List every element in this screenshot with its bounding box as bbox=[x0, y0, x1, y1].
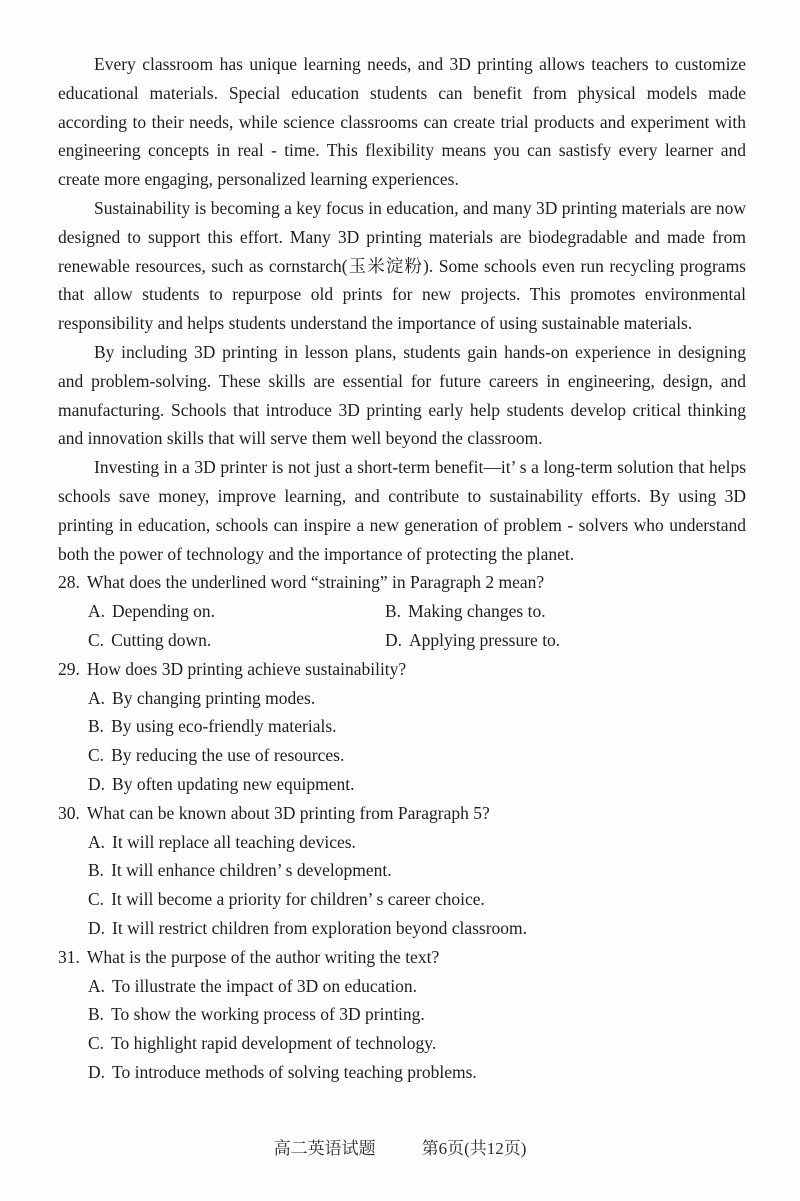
question-text: What is the purpose of the author writing the text? bbox=[86, 946, 440, 967]
option-29-a bbox=[88, 684, 746, 713]
option-label: D. bbox=[88, 1061, 106, 1082]
option-label: B. bbox=[385, 601, 402, 622]
option-28-a bbox=[88, 597, 385, 626]
option-label: A. bbox=[88, 975, 106, 996]
question-29-stem bbox=[58, 655, 746, 684]
question-28 bbox=[58, 568, 746, 654]
option-label: B. bbox=[88, 716, 105, 737]
question-31-stem bbox=[58, 943, 746, 972]
question-30 bbox=[58, 799, 746, 943]
option-label: D. bbox=[88, 773, 106, 794]
question-31-options bbox=[58, 972, 746, 1087]
option-31-b bbox=[88, 1000, 746, 1029]
option-text: Applying pressure to. bbox=[409, 629, 561, 650]
option-30-d bbox=[88, 914, 746, 943]
question-number: 28. bbox=[58, 572, 80, 593]
option-label: C. bbox=[88, 889, 105, 910]
option-28-b bbox=[385, 597, 746, 626]
option-30-c bbox=[88, 885, 746, 914]
option-28-d bbox=[385, 626, 746, 655]
passage-paragraph-3: By including 3D printing in lesson plans, students gain hands-on experience in designing and problem-solving. These skills are essential for future careers in engineering, design, and manufacturing. Schools that introduce 3D printing early help students develop critical thinking and innovation skills that will serve them well beyond the classroom. bbox=[58, 341, 746, 449]
option-label: D. bbox=[88, 917, 106, 938]
option-label: C. bbox=[88, 629, 105, 650]
option-29-c bbox=[88, 741, 746, 770]
option-29-b bbox=[88, 712, 746, 741]
option-text: Depending on. bbox=[112, 601, 216, 622]
option-text: By using eco-friendly materials. bbox=[111, 716, 337, 737]
question-text: How does 3D printing achieve sustainability? bbox=[86, 658, 407, 679]
option-label: A. bbox=[88, 601, 106, 622]
option-text: It will enhance children’ s development. bbox=[111, 860, 392, 881]
passage-and-questions bbox=[58, 50, 746, 1087]
question-29 bbox=[58, 655, 746, 799]
option-31-a bbox=[88, 972, 746, 1001]
footer-page-number: 第6页(共12页) bbox=[421, 1139, 527, 1158]
footer-exam-title: 高二英语试题 bbox=[273, 1139, 376, 1158]
question-text: What does the underlined word “straining” in Paragraph 2 mean? bbox=[86, 572, 545, 593]
question-number: 30. bbox=[58, 802, 80, 823]
question-28-options bbox=[58, 597, 746, 655]
passage-paragraph-2: Sustainability is becoming a key focus in education, and many 3D printing materials are now designed to support this effort. Many 3D printing materials are biodegradable and made from renewable resources, such as cornstarch(玉米淀粉). Some schools even run recycling programs that allow students to repurpose old prints for new projects. This promotes environmental responsibility and helps students understand the importance of using sustainable materials. bbox=[58, 197, 746, 334]
option-text: It will restrict children from exploration beyond classroom. bbox=[112, 917, 528, 938]
option-label: C. bbox=[88, 1033, 105, 1054]
option-29-d bbox=[88, 770, 746, 799]
question-30-options bbox=[58, 828, 746, 943]
option-label: C. bbox=[88, 745, 105, 766]
option-label: B. bbox=[88, 860, 105, 881]
option-30-a bbox=[88, 828, 746, 857]
option-text: Making changes to. bbox=[408, 601, 546, 622]
option-text: It will replace all teaching devices. bbox=[112, 831, 356, 852]
option-text: By reducing the use of resources. bbox=[111, 745, 345, 766]
option-text: To introduce methods of solving teaching problems. bbox=[112, 1061, 477, 1082]
question-29-options bbox=[58, 684, 746, 799]
option-text: It will become a priority for children’ s career choice. bbox=[111, 889, 485, 910]
option-text: To show the working process of 3D printing. bbox=[111, 1004, 425, 1025]
question-number: 29. bbox=[58, 658, 80, 679]
question-30-stem bbox=[58, 799, 746, 828]
option-label: D. bbox=[385, 629, 403, 650]
page-footer bbox=[0, 1134, 800, 1159]
option-text: By often updating new equipment. bbox=[112, 773, 355, 794]
option-30-b bbox=[88, 856, 746, 885]
option-31-d bbox=[88, 1058, 746, 1087]
question-28-stem bbox=[58, 568, 746, 597]
option-label: A. bbox=[88, 687, 106, 708]
option-text: To illustrate the impact of 3D on education. bbox=[112, 975, 417, 996]
option-28-c bbox=[88, 626, 385, 655]
option-31-c bbox=[88, 1029, 746, 1058]
passage-paragraph-4: Investing in a 3D printer is not just a short-term benefit—it’ s a long-term solution that helps schools save money, improve learning, and contribute to sustainability efforts. By using 3D printing in education, schools can inspire a new generation of problem - solvers who understand both the power of technology and the importance of protecting the planet. bbox=[58, 457, 746, 564]
option-text: To highlight rapid development of technology. bbox=[111, 1033, 437, 1054]
question-number: 31. bbox=[58, 946, 80, 967]
option-label: A. bbox=[88, 831, 106, 852]
passage-paragraph-1: Every classroom has unique learning needs, and 3D printing allows teachers to customize educational materials. Special education students can benefit from physical models made according to their needs, while science classrooms can create trial products and experiment with engineering concepts in real - time. This flexibility means you can sastisfy every learner and create more engaging, personalized learning experiences. bbox=[58, 54, 746, 190]
option-label: B. bbox=[88, 1004, 105, 1025]
question-text: What can be known about 3D printing from Paragraph 5? bbox=[86, 802, 490, 823]
option-text: Cutting down. bbox=[111, 629, 212, 650]
question-31 bbox=[58, 943, 746, 1087]
option-text: By changing printing modes. bbox=[112, 687, 316, 708]
